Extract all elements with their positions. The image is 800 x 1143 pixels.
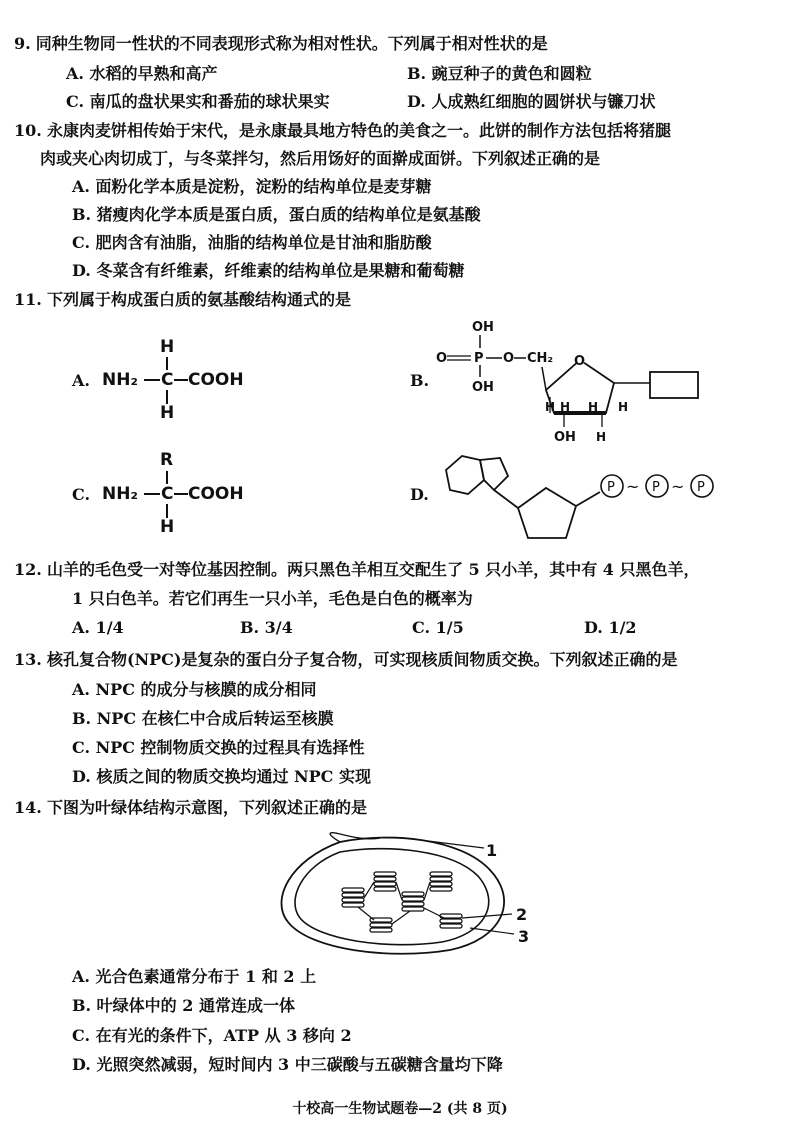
q11b-h-left-2: H [560,400,571,414]
q14-stem-text: 下图为叶绿体结构示意图，下列叙述正确的是 [46,798,367,817]
q9-option-b: B. 豌豆种子的黄色和圆粒 [407,64,592,83]
q11c-bottom-h: H [160,517,175,537]
q14-option-b: B. 叶绿体中的 2 通常连成一体 [72,996,295,1015]
q11d-phosphate-2: P [652,480,660,495]
q13-stem-text: 核孔复合物(NPC)是复杂的蛋白分子复合物，可实现核质间物质交换。下列叙述正确的是 [46,650,678,669]
q11b-ring-oxygen: O [574,354,586,369]
q10-number: 10. [14,121,42,140]
q11b-h-left-up: H [545,400,556,414]
q11b-oh-top: OH [472,320,494,335]
q14-chloroplast-diagram [270,830,540,960]
q10-option-a: A. 面粉化学本质是淀粉，淀粉的结构单位是麦芽糖 [72,177,432,196]
q11a-central-carbon: C [161,370,174,390]
q11-option-a-label: A. [72,371,90,390]
q11-number: 11. [14,290,42,309]
q13-option-b: B. NPC 在核仁中合成后转运至核膜 [72,709,334,728]
q11d-high-energy-bond-2: ~ [671,477,685,496]
q11b-ch2: CH₂ [527,351,554,366]
q11b-oh-bottom: OH [472,380,494,395]
q14-label-3: 3 [518,927,530,946]
q11b-o-left: O [436,351,448,366]
q11a-bottom-h: H [160,403,175,423]
q11b-o-bridge: O [503,351,515,366]
q11-option-c-label: C. [72,485,91,504]
q10-option-c: C. 肥肉含有油脂，油脂的结构单位是甘油和脂肪酸 [72,233,432,252]
q13-option-d: D. 核质之间的物质交换均通过 NPC 实现 [72,767,371,786]
q10-stem-line2: 肉或夹心肉切成丁，与冬菜拌匀，然后用饧好的面擀成面饼。下列叙述正确的是 [40,149,601,168]
q11b-oh-ring: OH [554,430,576,445]
q12-number: 12. [14,560,42,579]
q13-option-a: A. NPC 的成分与核膜的成分相同 [72,680,317,699]
q13-stem [14,650,677,670]
q11c-central-carbon: C [161,484,174,504]
q13-number: 13. [14,650,42,669]
q11d-atp-diagram [436,448,726,548]
q11b-h-right-up: H [618,400,629,414]
q11a-amino-group: NH₂ [102,370,138,390]
page-footer: 十校高一生物试题卷—2 (共 8 页) [292,1101,508,1117]
q11b-h-right-2: H [588,400,599,414]
q14-label-1: 1 [486,841,498,860]
q12-option-c: C. 1/5 [412,618,464,637]
q14-option-d: D. 光照突然减弱，短时间内 3 中三碳酸与五碳糖含量均下降 [72,1055,503,1074]
q11b-h-bottom: H [596,430,607,444]
q9-stem-text: 同种生物同一性状的不同表现形式称为相对性状。下列属于相对性状的是 [35,34,548,53]
q9-option-d: D. 人成熟红细胞的圆饼状与镰刀状 [407,92,656,111]
q12-stem-line1 [14,560,700,580]
q14-stem [14,798,367,818]
q14-number: 14. [14,798,42,817]
q14-option-a: A. 光合色素通常分布于 1 和 2 上 [72,967,317,986]
q11d-phosphate-1: P [607,480,615,495]
q10-option-b: B. 猪瘦肉化学本质是蛋白质，蛋白质的结构单位是氨基酸 [72,205,481,224]
q9-number: 9. [14,34,31,53]
q11-option-d-label: D. [410,485,429,504]
q13-option-c: C. NPC 控制物质交换的过程具有选择性 [72,738,365,757]
q11a-carboxyl-group: COOH [188,370,244,390]
q14-option-c: C. 在有光的条件下，ATP 从 3 移向 2 [72,1026,352,1045]
q12-stem-text1: 山羊的毛色受一对等位基因控制。两只黑色羊相互交配生了 5 只小羊，其中有 4 只黑色羊， [46,560,700,579]
q12-option-d: D. 1/2 [584,618,637,637]
q11-stem-text: 下列属于构成蛋白质的氨基酸结构通式的是 [46,290,351,309]
q9-option-c: C. 南瓜的盘状果实和番茄的球状果实 [66,92,330,111]
q12-option-a: A. 1/4 [72,618,124,637]
q11-option-b-label: B. [410,371,430,390]
q11b-phosphorus: P [474,351,484,366]
q10-stem-text1: 永康肉麦饼相传始于宋代，是永康最具地方特色的美食之一。此饼的制作方法包括将猪腿 [46,121,671,140]
q11d-high-energy-bond-1: ~ [626,477,640,496]
q14-grana-stacks [342,872,462,932]
q12-option-b: B. 3/4 [240,618,293,637]
q11c-carboxyl-group: COOH [188,484,244,504]
q11c-r-group: R [160,450,174,470]
q9-option-a: A. 水稻的早熟和高产 [66,64,218,83]
q11a-top-h: H [160,337,175,357]
q11d-phosphate-3: P [697,480,705,495]
q14-label-2: 2 [516,905,528,924]
q11c-amino-group: NH₂ [102,484,138,504]
q10-option-d: D. 冬菜含有纤维素，纤维素的结构单位是果糖和葡萄糖 [72,261,465,280]
q12-stem-line2: 1 只白色羊。若它们再生一只小羊，毛色是白色的概率为 [72,589,473,608]
